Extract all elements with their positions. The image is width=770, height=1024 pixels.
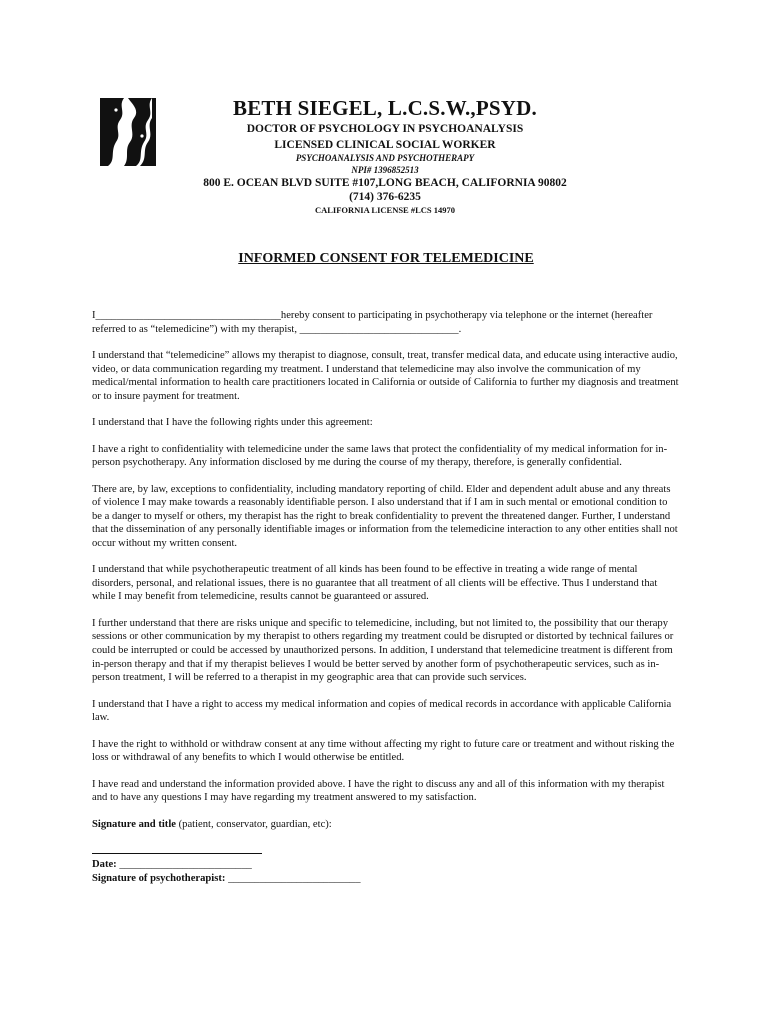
paragraph: I further understand that there are risks unique and specific to telemedicine, including, but not limited to, the possibility that our therapy sessions or other communication by my therapist to others regarding my treatment could be disrupted or distorted by technical failures or could be interrupted or could be accessed by unauthorized persons. In addition, I understand that telemedicine treatment is different from in-person therapy and that if my therapist believes I would be better served by another form of psychotherapeutic services, such as in-person treatment, I will be referred to a therapist in my geographic area that can provide such services.	[92, 617, 674, 684]
therapist-signature-row[interactable]	[92, 872, 680, 886]
phone-number: (714) 376-6235	[349, 191, 421, 203]
therapist-signature-label: Signature of psychotherapist:	[92, 872, 226, 884]
document-title: INFORMED CONSENT FOR TELEMEDICINE	[238, 251, 534, 266]
therapist-signature-line[interactable]: _________________________	[225, 872, 361, 884]
practitioner-name: BETH SIEGEL, L.C.S.W.,PSYD.	[233, 96, 537, 120]
paragraph: I have the right to withhold or withdraw consent at any time without affecting my right to future care or treatment and without risking the loss or withdrawal of any benefits to which I would otherwise be entitled.	[92, 738, 675, 764]
paragraph: I have a right to confidentiality with telemedicine under the same laws that protect the confidentiality of my medical information for in-person psychotherapy. Any information disclosed by me during the course of my therapy, therefore, is generally confidential.	[92, 443, 668, 469]
paragraph: I understand that I have a right to access my medical information and copies of medical records in accordance with applicable California law.	[92, 698, 672, 724]
paragraph: I___________________________________hereby consent to participating in psychotherapy via telephone or the internet (hereafter referred to as “telemedicine”) with my therapist, ______________________________.	[92, 310, 653, 335]
signature-title-bold: Signature and title	[92, 818, 176, 830]
paragraph: There are, by law, exceptions to confidentiality, including mandatory reporting of child. Elder and dependent adult abuse and any threats of violence I may make towards a reasonably identifiable person. I also understand that if I am in such mental or emotional condition to be a danger to myself or others, my therapist has the right to break confidentiality to prevent the threatened danger. Further, I understand that the dissemination of any personally identifiable images or information from the telemedicine interaction to any other entities shall not occur without my written consent.	[92, 483, 678, 549]
date-label: Date:	[92, 859, 117, 871]
paragraph: I understand that I have the following rights under this agreement:	[92, 417, 373, 429]
signature-title-rest: (patient, conservator, guardian, etc):	[175, 818, 332, 830]
date-row[interactable]	[92, 858, 680, 872]
signature-title-label	[92, 818, 680, 832]
specialty-line: PSYCHOANALYSIS AND PSYCHOTHERAPY	[295, 153, 475, 163]
office-address: 800 E. OCEAN BLVD SUITE #107,LONG BEACH, CALIFORNIA 90802	[203, 177, 567, 189]
credential-line: DOCTOR OF PSYCHOLOGY IN PSYCHOANALYSIS	[246, 123, 524, 135]
paragraph: I understand that while psychotherapeutic treatment of all kinds has been found to be effective in treating a wide range of mental disorders, personal, and relational issues, there is no guarantee that all treatment of all clients will be effective. Thus I understand that while I may benefit from telemedicine, results cannot be guaranteed or assured.	[92, 564, 658, 603]
patient-signature-line[interactable]	[92, 831, 262, 854]
license-number: CALIFORNIA LICENSE #LCS 14970	[314, 205, 456, 215]
npi-number: NPI# 1396852513	[351, 165, 419, 175]
date-line[interactable]: _________________________	[116, 859, 252, 871]
paragraph: I understand that “telemedicine” allows my therapist to diagnose, consult, treat, transfer medical data, and educate using interactive audio, video, or data communication regarding my treatment. I understand that telemedicine may also involve the communication of my medical/mental information to health care practitioners located in California or outside of California to further my diagnosis and treatment or to insure payment for treatment.	[92, 349, 679, 402]
paragraph: I have read and understand the information provided above. I have the right to discuss any and all of this information with my therapist and to have any questions I may have regarding my treatment answered to my satisfaction.	[92, 778, 665, 804]
license-type-line: LICENSED CLINICAL SOCIAL WORKER	[274, 139, 496, 151]
consent-body	[92, 309, 680, 885]
